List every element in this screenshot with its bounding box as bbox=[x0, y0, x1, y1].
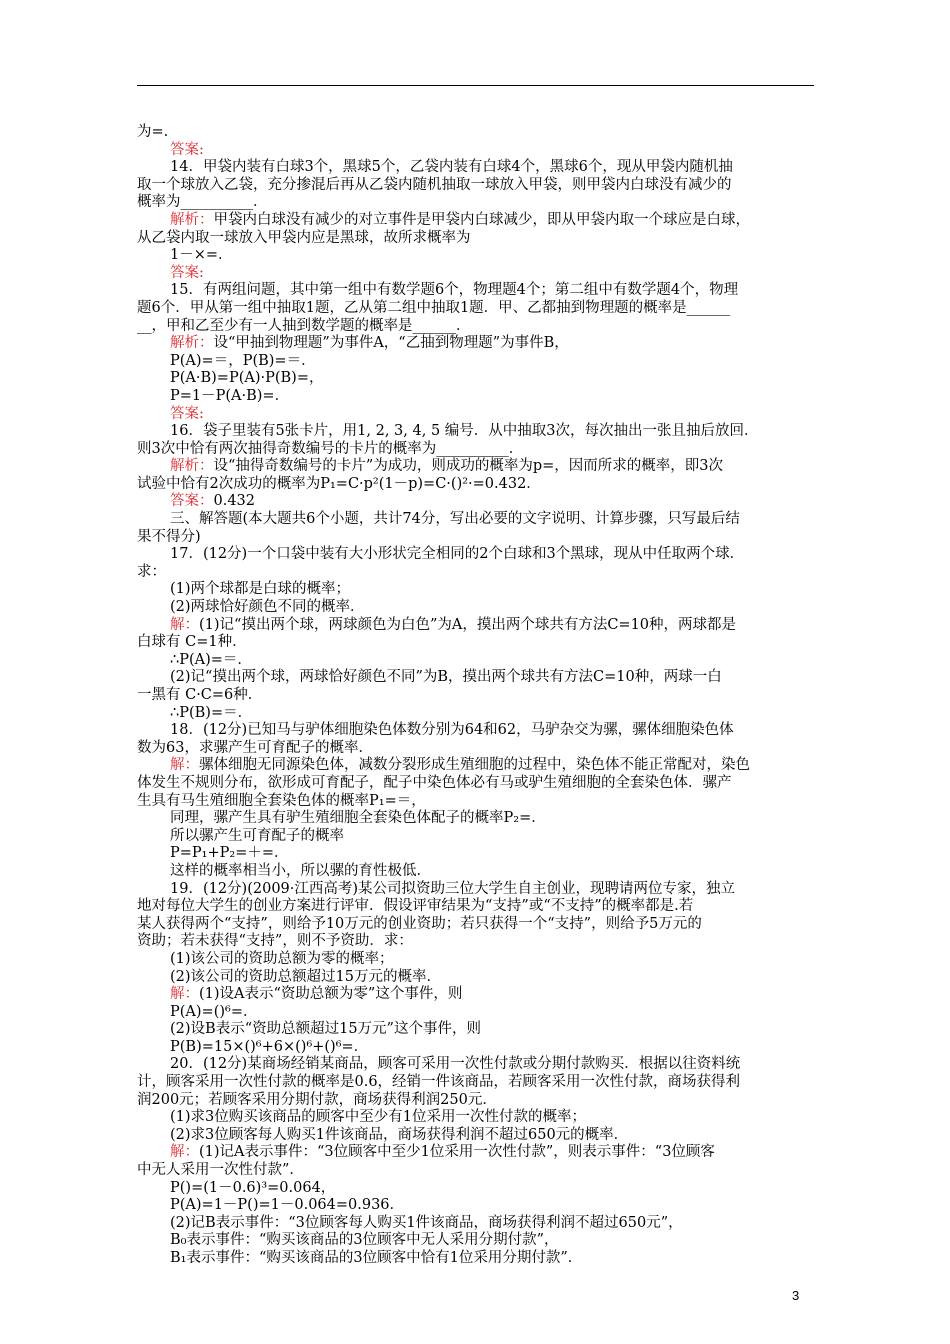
text-line: P(A·B)=P(A)·P(B)=， bbox=[170, 370, 324, 387]
document-body bbox=[137, 124, 814, 1268]
text-line: 答案: bbox=[170, 405, 204, 422]
text-line: P()=(1－0.6)³=0.064， bbox=[170, 1179, 336, 1196]
text-line: 15．有两组问题，其中第一组中有数学题6个，物理题4个；第二组中有数学题4个，物理 bbox=[170, 282, 739, 299]
answer-label: 解： bbox=[170, 1144, 199, 1161]
text-line: 则3次中恰有两次抽得奇数编号的卡片的概率为__________． bbox=[137, 440, 524, 457]
text-line: 14．甲袋内装有白球3个，黑球5个，乙袋内装有白球4个，黑球6个，现从甲袋内随机抽 bbox=[170, 159, 733, 176]
text-line: 地对每位大学生的创业方案进行评审．假设评审结果为“支持”或“不支持”的概率都是.若 bbox=[137, 898, 694, 915]
text-line: P(A)=1－P()=1－0.064=0.936． bbox=[170, 1197, 405, 1214]
text-line: 白球有 C=1种． bbox=[137, 634, 247, 651]
text-line: 19．(12分)(2009·江西高考)某公司拟资助三位大学生自主创业，现聘请两位专家，独立 bbox=[170, 880, 736, 897]
answer-label: 解析： bbox=[170, 335, 214, 352]
text-line: 这样的概率相当小，所以骡的育性极低． bbox=[170, 862, 431, 879]
text-line: 一黑有 C·C=6种． bbox=[137, 687, 263, 703]
text-line: 1－×=． bbox=[170, 247, 233, 264]
text-line: 果不得分) bbox=[137, 528, 201, 545]
text-line: 解析：设“抽得奇数编号的卡片”为成功，则成功的概率为p=，因而所求的概率，即3次 bbox=[170, 458, 723, 475]
text-line: 解：(1)设A表示“资助总额为零”这个事件，则 bbox=[170, 986, 463, 1003]
text-line: 解：(1)记A表示事件：“3位顾客中至少1位采用一次性付款”，则表示事件：“3位顾客 bbox=[170, 1144, 715, 1161]
text-line: 解析：设“甲抽到物理题”为事件A，“乙抽到物理题”为事件B， bbox=[170, 335, 569, 352]
text-line: 资助；若未获得“支持”，则不予资助．求： bbox=[137, 933, 413, 950]
text-line: (1)该公司的资助总额为零的概率； bbox=[170, 950, 394, 967]
text-line: (2)记“摸出两个球，两球恰好颜色不同”为B，摸出两个球共有方法C=10种，两球一白 bbox=[170, 669, 722, 686]
text-line: 17．(12分)一个口袋中装有大小形状完全相同的2个白球和3个黑球，现从中任取两个球． bbox=[170, 546, 745, 563]
text-line: 取一个球放入乙袋，充分掺混后再从乙袋内随机抽取一球放入甲袋，则甲袋内白球没有减少的 bbox=[137, 176, 732, 193]
text-line: 数为63，求骡产生可育配子的概率． bbox=[137, 739, 373, 756]
text-line: 18．(12分)已知马与驴体细胞染色体数分别为64和62，马驴杂交为骡，骡体细胞染色体 bbox=[170, 722, 734, 739]
text-line: P=P₁+P₂=＋=． bbox=[170, 845, 289, 862]
text-line: 生具有马生殖细胞全套染色体的概率P₁=＝， bbox=[137, 792, 426, 809]
text-line: P=1－P(A·B)=． bbox=[170, 387, 290, 404]
text-line: P(A)=()⁶=． bbox=[170, 1003, 258, 1020]
text-line: 体发生不规则分布，欲形成可育配子，配子中染色体必有马或驴生殖细胞的全套染色体．骡产 bbox=[137, 774, 732, 791]
text-line: (1)求3位购买该商品的顾客中至少有1位采用一次性付款的概率； bbox=[170, 1109, 586, 1126]
text-line: 润200元；若顾客采用分期付款，商场获得利润250元． bbox=[137, 1091, 497, 1108]
text-line: P(A)=＝，P(B)=＝． bbox=[170, 352, 316, 369]
answer-label: 解析： bbox=[170, 211, 214, 228]
text-line: __，甲和乙至少有一人抽到数学题的概率是______． bbox=[137, 317, 471, 334]
text-line: B₀表示事件：“购买该商品的3位顾客中无人采用分期付款”， bbox=[170, 1232, 559, 1249]
text-line: 为=. bbox=[137, 124, 169, 140]
text-line: 题6个．甲从第一组中抽取1题，乙从第二组中抽取1题．甲、乙都抽到物理题的概率是______ bbox=[137, 299, 731, 316]
text-line: P(B)=15×()⁶+6×()⁶+()⁶=． bbox=[170, 1038, 369, 1055]
text-line: 概率为__________． bbox=[137, 194, 268, 211]
text-line: (2)两球恰好颜色不同的概率． bbox=[170, 599, 365, 616]
text-line: 答案: bbox=[170, 264, 204, 281]
text-line: (2)求3位顾客每人购买1件该商品，商场获得利润不超过650元的概率． bbox=[170, 1126, 629, 1143]
text-line: 解：(1)记“摸出两个球，两球颜色为白色”为A，摸出两个球共有方法C=10种，两球都是 bbox=[170, 616, 737, 633]
text-line: 所以骡产生可育配子的概率 bbox=[170, 827, 344, 844]
text-line: 计，顾客采用一次性付款的概率是0.6，经销一件该商品，若顾客采用一次性付款，商场获得利 bbox=[137, 1074, 741, 1091]
text-line: 解析：甲袋内白球没有减少的对立事件是甲袋内白球减少，即从甲袋内取一个球应是白球， bbox=[170, 211, 750, 228]
text-line: 答案: bbox=[170, 141, 204, 158]
text-line: (2)该公司的资助总额超过15万元的概率． bbox=[170, 968, 441, 985]
text-line: 从乙袋内取一球放入甲袋内应是黑球，故所求概率为 bbox=[137, 229, 471, 246]
answer-label: 解： bbox=[170, 616, 199, 633]
answer-label: 答案： bbox=[170, 493, 214, 510]
text-line: 20．(12分)某商场经销某商品，顾客可采用一次性付款或分期付款购买．根据以往资料统 bbox=[170, 1056, 741, 1073]
text-line: (2)记B表示事件：“3位顾客每人购买1件该商品，商场获得利润不超过650元”， bbox=[170, 1214, 683, 1231]
page-number: 3 bbox=[792, 1288, 800, 1303]
text-line: 解：骡体细胞无同源染色体，减数分裂形成生殖细胞的过程中，染色体不能正常配对，染色 bbox=[170, 757, 750, 774]
text-line: ∴P(B)=＝． bbox=[170, 704, 253, 721]
text-line: (1)两个球都是白球的概率； bbox=[170, 581, 351, 598]
text-line: 16．袋子里装有5张卡片，用1, 2, 3, 4, 5 编号．从中抽取3次，每次抽出一张且抽后放回． bbox=[170, 423, 759, 440]
text-line: 中无人采用一次性付款”． bbox=[137, 1162, 304, 1179]
text-line: 试验中恰有2次成功的概率为P₁=C·p²(1－p)=C·()²·=0.432． bbox=[137, 475, 541, 492]
text-line: ∴P(A)=＝． bbox=[170, 651, 252, 668]
text-line: B₁表示事件：“购买该商品的3位顾客中恰有1位采用分期付款”． bbox=[170, 1250, 583, 1266]
answer-label: 解： bbox=[170, 757, 199, 774]
text-line: (2)设B表示“资助总额超过15万元”这个事件，则 bbox=[170, 1021, 481, 1038]
answer-label: 解析： bbox=[170, 458, 214, 475]
text-line: 同理，骡产生具有驴生殖细胞全套染色体配子的概率P₂=． bbox=[170, 810, 546, 827]
answer-label: 解： bbox=[170, 986, 199, 1003]
header-rule bbox=[137, 85, 814, 86]
text-line: 三、解答题(本大题共6个小题，共计74分，写出必要的文字说明、计算步骤，只写最后结 bbox=[170, 511, 740, 528]
text-line: 答案：0.432 bbox=[170, 493, 256, 510]
text-line: 求： bbox=[137, 563, 166, 580]
text-line: 某人获得两个“支持”，则给予10万元的创业资助；若只获得一个“支持”，则给予5万元的 bbox=[137, 915, 702, 932]
